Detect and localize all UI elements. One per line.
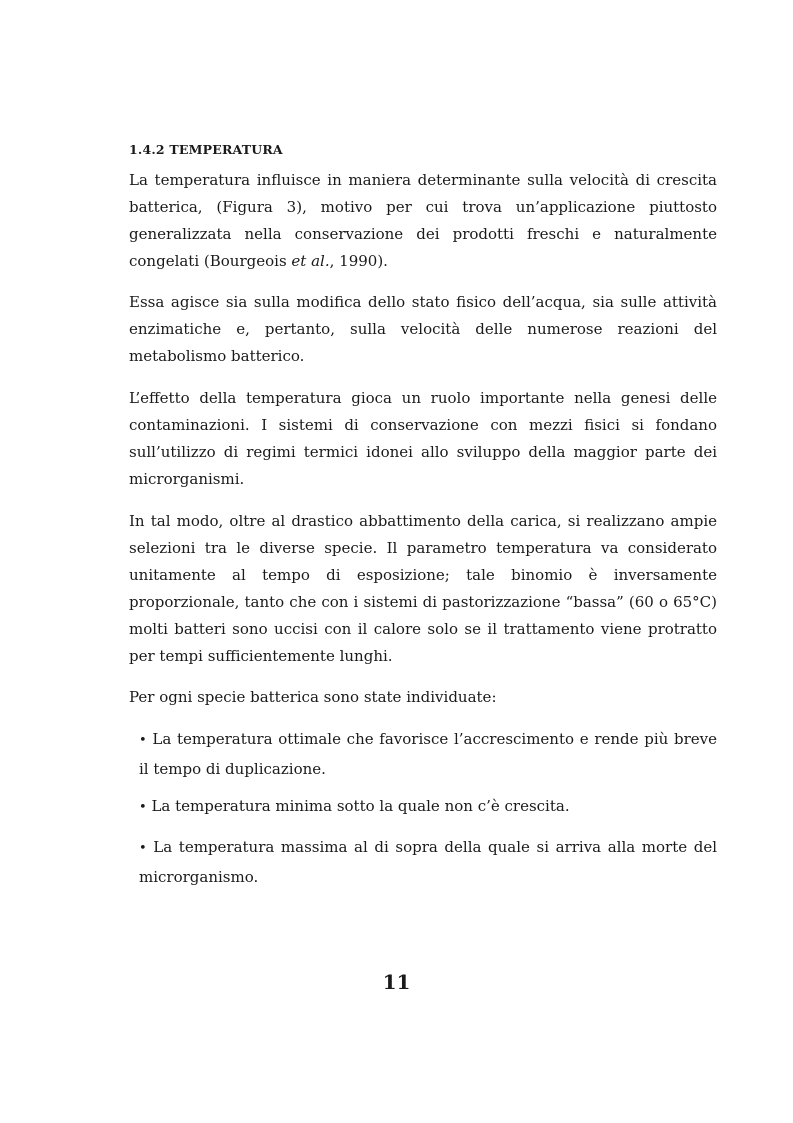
paragraph-contamination: L’effetto della temperatura gioca un ruolo importante nella genesi delle contaminazioni. I sistemi di conservazione con mezzi fisici si fondano sull’utilizzo di regimi termici idonei allo sviluppo della maggior parte dei microrganismi. xyxy=(129,389,717,488)
list-item-text: La temperatura ottimale che favorisce l’accrescimento e rende più breve il tempo di duplicazione. xyxy=(139,730,717,778)
bullet-icon: • xyxy=(139,841,147,856)
page-number: 11 xyxy=(382,970,411,994)
list-item-text: La temperatura minima sotto la quale non c’è crescita. xyxy=(151,797,570,815)
paragraph-species-intro: Per ogni specie batterica sono state individuate: xyxy=(129,688,497,706)
list-item xyxy=(139,792,717,822)
list-item-text: La temperatura massima al di sopra della quale si arriva alla morte del microrganismo. xyxy=(139,838,717,886)
list-item xyxy=(139,725,717,783)
paragraph-temperature-influence xyxy=(129,167,717,275)
bullet-icon: • xyxy=(139,733,147,748)
citation-italic: et al. xyxy=(291,252,330,270)
section-heading: 1.4.2 TEMPERATURA xyxy=(129,142,283,157)
paragraph-physical-state: Essa agisce sia sulla modifica dello stato fisico dell’acqua, sia sulle attività enzimatiche e, pertanto, sulla velocità delle numerose reazioni del metabolismo batterico. xyxy=(129,293,717,365)
list-item xyxy=(139,833,717,891)
paragraph-text: La temperatura influisce in maniera determinante sulla velocità di crescita batterica, (Figura 3), motivo per cui trova un’applicazione piuttosto generalizzata nella conservazione dei prodotti freschi e naturalmente congelati (Bourgeois xyxy=(129,171,717,270)
paragraph-selection: In tal modo, oltre al drastico abbattimento della carica, si realizzano ampie selezioni tra le diverse specie. Il parametro temperatura va considerato unitamente al tempo di esposizione; tale binomio è inversamente proporzionale, tanto che con i sistemi di pastorizzazione “bassa” (60 o 65°C) molti batteri sono uccisi con il calore solo se il trattamento viene protratto per tempi sufficientemente lunghi. xyxy=(129,512,717,665)
bullet-icon: • xyxy=(139,800,147,815)
paragraph-text: , 1990). xyxy=(329,252,388,270)
